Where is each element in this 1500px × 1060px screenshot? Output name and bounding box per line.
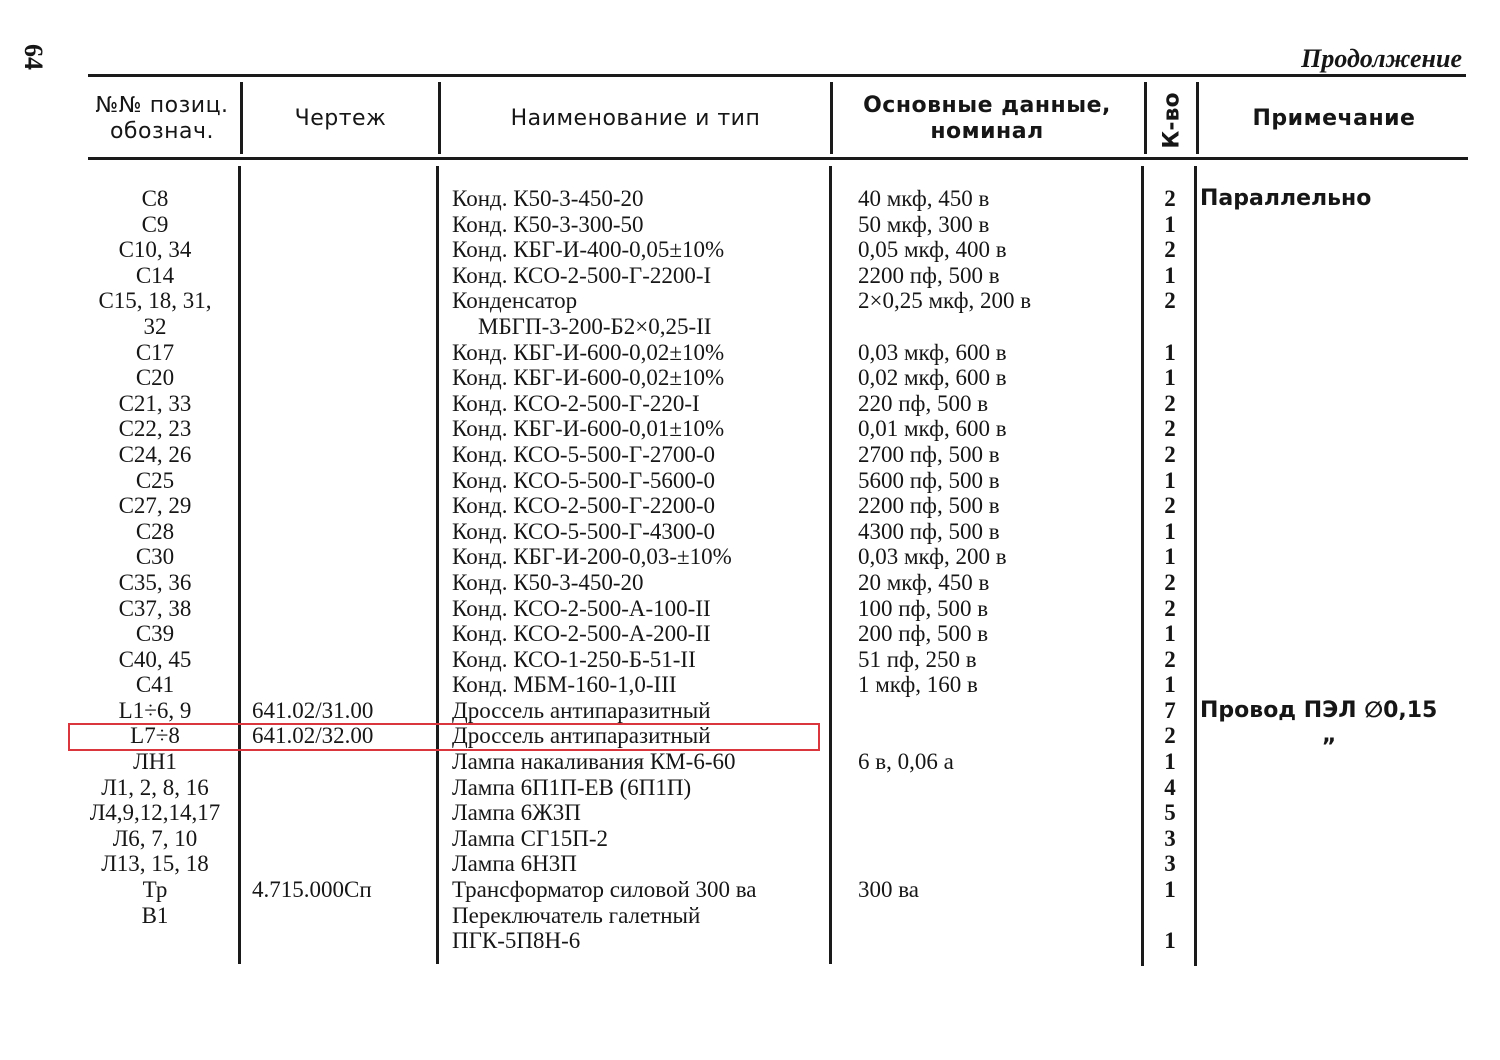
table-row — [0, 672, 1500, 698]
cell-position: C21, 33 — [118, 390, 192, 416]
cell-name: Конд. КСО-2-500-А-100-II — [452, 595, 711, 621]
cell-name: Конд. К50-3-450-20 — [452, 186, 644, 211]
cell-qty: 2 — [1164, 186, 1176, 211]
highlight-box — [68, 723, 820, 751]
table-row — [0, 365, 1500, 391]
cell-drawing: 641.02/31.00 — [252, 697, 374, 723]
table-row — [0, 237, 1500, 263]
cell-qty: 1 — [1164, 518, 1176, 544]
cell-qty: 1 — [1164, 544, 1176, 570]
cell-name: Конд. КБГ-И-600-0,01±10% — [452, 416, 725, 442]
cell-name: Конд. МБМ-160-1,0-III — [452, 672, 677, 698]
cell-data: 50 мкф, 300 в — [858, 211, 990, 237]
cell-name: МБГП-3-200-Б2×0,25-II — [478, 313, 712, 339]
cell-qty: 1 — [1164, 211, 1176, 237]
header-top-rule — [88, 74, 1466, 77]
cell-position: Л13, 15, 18 — [101, 851, 209, 877]
table-row — [0, 698, 1500, 724]
cell-name: Трансформатор силовой 300 ва — [452, 877, 757, 903]
header-drawing: Чертеж — [294, 106, 387, 131]
cell-data: 2700 пф, 500 в — [858, 441, 1000, 467]
cell-position: C14 — [135, 262, 175, 288]
cell-position: L1÷6, 9 — [118, 697, 192, 723]
cell-data: 0,01 мкф, 600 в — [858, 416, 1007, 442]
cell-position: C37, 38 — [118, 595, 192, 621]
table-row — [0, 340, 1500, 366]
cell-name: Конд. К50-3-300-50 — [452, 211, 644, 237]
cell-name: ПГК-5П8Н-6 — [452, 928, 581, 954]
cell-name: Конд. КСО-2-500-А-200-II — [452, 621, 711, 647]
cell-qty: 2 — [1164, 493, 1176, 519]
table-row — [0, 826, 1500, 852]
cell-position: C15, 18, 31, — [98, 288, 212, 314]
table-row — [0, 647, 1500, 673]
cell-name: Конд. КСО-5-500-Г-5600-0 — [452, 467, 716, 493]
cell-data: 0,02 мкф, 600 в — [858, 365, 1007, 391]
cell-name: Конд. КБГ-И-400-0,05±10% — [452, 237, 725, 263]
table-row — [0, 851, 1500, 877]
cell-data: 1 мкф, 160 в — [858, 672, 978, 698]
cell-position: C22, 23 — [118, 416, 192, 442]
cell-data: 40 мкф, 450 в — [858, 186, 990, 211]
header-pos: №№ позиц. обознач. — [95, 93, 229, 144]
cell-qty: 2 — [1164, 288, 1176, 314]
table-row — [0, 288, 1500, 314]
cell-position: Тр — [142, 877, 168, 903]
table-row — [0, 800, 1500, 826]
cell-name: Конд. К50-3-450-20 — [452, 569, 644, 595]
cell-data: 2×0,25 мкф, 200 в — [858, 288, 1032, 314]
cell-position: Л6, 7, 10 — [112, 825, 198, 851]
cell-data: 5600 пф, 500 в — [858, 467, 1000, 493]
table-body — [0, 186, 1500, 954]
cell-qty: 5 — [1164, 800, 1176, 826]
cell-position: C25 — [135, 467, 175, 493]
cell-position: Л1, 2, 8, 16 — [101, 774, 209, 800]
cell-drawing: 4.715.000Сп — [252, 877, 372, 903]
cell-qty: 1 — [1164, 365, 1176, 391]
cell-position: C10, 34 — [118, 237, 192, 263]
cell-position: C35, 36 — [118, 569, 192, 595]
cell-name: Конденсатор — [452, 288, 578, 314]
cell-qty: 1 — [1164, 339, 1176, 365]
cell-name: Лампа 6Н3П — [452, 851, 577, 877]
header-name: Наименование и тип — [510, 106, 761, 131]
cell-note: Параллельно — [1200, 186, 1372, 211]
table-row — [0, 596, 1500, 622]
header-note: Примечание — [1252, 106, 1416, 131]
table-row — [0, 775, 1500, 801]
cell-data: 6 в, 0,06 а — [858, 749, 954, 775]
table-row — [0, 391, 1500, 417]
cell-position: C41 — [135, 672, 175, 698]
cell-data: 0,03 мкф, 600 в — [858, 339, 1007, 365]
continuation-label: Продолжение — [1301, 44, 1462, 73]
cell-name: Дроссель антипаразитный — [452, 723, 711, 749]
cell-data: 300 ва — [858, 877, 920, 903]
cell-qty: 1 — [1164, 467, 1176, 493]
cell-name: Конд. КСО-5-500-Г-4300-0 — [452, 518, 716, 544]
cell-qty: 7 — [1164, 697, 1176, 723]
cell-qty: 2 — [1164, 595, 1176, 621]
cell-position: C28 — [135, 518, 175, 544]
cell-data: 20 мкф, 450 в — [858, 569, 990, 595]
cell-name: Дроссель антипаразитный — [452, 697, 711, 723]
table-row — [0, 212, 1500, 238]
cell-position: C8 — [141, 186, 169, 211]
column-divider — [830, 82, 833, 154]
cell-qty: 3 — [1164, 851, 1176, 877]
cell-data: 4300 пф, 500 в — [858, 518, 1000, 544]
cell-qty: 1 — [1164, 877, 1176, 903]
cell-position: C40, 45 — [118, 646, 192, 672]
cell-position: C30 — [135, 544, 175, 570]
table-row — [0, 928, 1500, 954]
cell-name: Лампа 6Ж3П — [452, 800, 581, 826]
cell-data: 51 пф, 250 в — [858, 646, 977, 672]
cell-qty: 2 — [1164, 723, 1176, 749]
column-divider — [1196, 82, 1199, 154]
cell-qty: 3 — [1164, 825, 1176, 851]
cell-position: C39 — [135, 621, 175, 647]
cell-name: Конд. КБГ-И-200-0,03-±10% — [452, 544, 732, 570]
cell-note: „ — [1322, 723, 1337, 749]
table-row — [0, 903, 1500, 929]
cell-position: L7÷8 — [130, 723, 180, 749]
table-row — [0, 621, 1500, 647]
cell-position: Л4,9,12,14,17 — [89, 800, 221, 826]
cell-qty: 1 — [1164, 749, 1176, 775]
table-row — [0, 416, 1500, 442]
header-qty-text: К-во — [1159, 91, 1185, 149]
cell-position: C24, 26 — [118, 441, 192, 467]
cell-qty: 1 — [1164, 262, 1176, 288]
table-row — [0, 263, 1500, 289]
table-row — [0, 877, 1500, 903]
table-row — [0, 570, 1500, 596]
cell-data: 100 пф, 500 в — [858, 595, 989, 621]
table-row — [0, 186, 1500, 212]
table-row — [0, 442, 1500, 468]
table-row — [0, 314, 1500, 340]
table-row — [0, 493, 1500, 519]
cell-position: C9 — [141, 211, 169, 237]
header-qty — [1150, 84, 1194, 156]
cell-data: 200 пф, 500 в — [858, 621, 989, 647]
cell-name: Конд. КСО-2-500-Г-2200-0 — [452, 493, 716, 519]
cell-name: Конд. КСО-2-500-Г-220-I — [452, 390, 700, 416]
page-number: 64 — [19, 44, 48, 70]
cell-position: ЛН1 — [133, 749, 177, 775]
cell-qty: 2 — [1164, 569, 1176, 595]
cell-name: Переключатель галетный — [452, 902, 701, 928]
table-row — [0, 544, 1500, 570]
cell-name: Лампа СГ15П-2 — [452, 825, 609, 851]
cell-position: 32 — [143, 313, 167, 339]
table-row — [0, 468, 1500, 494]
cell-name: Конд. КСО-1-250-Б-51-II — [452, 646, 696, 672]
table-row — [0, 519, 1500, 545]
cell-qty: 2 — [1164, 646, 1176, 672]
cell-name: Конд. КБГ-И-600-0,02±10% — [452, 365, 725, 391]
cell-name: Конд. КСО-2-500-Г-2200-I — [452, 262, 712, 288]
cell-qty: 2 — [1164, 441, 1176, 467]
cell-qty: 1 — [1164, 928, 1176, 954]
cell-qty: 2 — [1164, 237, 1176, 263]
cell-qty: 1 — [1164, 621, 1176, 647]
cell-qty: 4 — [1164, 774, 1176, 800]
cell-name: Лампа накаливания КМ-6-60 — [452, 749, 736, 775]
cell-position: C20 — [135, 365, 175, 391]
cell-qty: 1 — [1164, 672, 1176, 698]
cell-name: Конд. КБГ-И-600-0,02±10% — [452, 339, 725, 365]
cell-data: 2200 пф, 500 в — [858, 493, 1000, 519]
header-data: Основные данные, номинал — [863, 93, 1111, 144]
cell-note: Провод ПЭЛ ∅0,15 — [1200, 697, 1438, 723]
column-divider — [1144, 82, 1147, 154]
cell-data: 0,05 мкф, 400 в — [858, 237, 1007, 263]
cell-qty: 2 — [1164, 416, 1176, 442]
cell-name: Лампа 6П1П-ЕВ (6П1П) — [452, 774, 692, 800]
cell-position: C27, 29 — [118, 493, 192, 519]
cell-data: 2200 пф, 500 в — [858, 262, 1000, 288]
cell-name: Конд. КСО-5-500-Г-2700-0 — [452, 441, 716, 467]
table-row — [0, 749, 1500, 775]
cell-qty: 2 — [1164, 390, 1176, 416]
cell-position: C17 — [135, 339, 175, 365]
cell-position: B1 — [141, 902, 169, 928]
cell-data: 220 пф, 500 в — [858, 390, 989, 416]
cell-drawing: 641.02/32.00 — [252, 723, 374, 749]
cell-data: 0,03 мкф, 200 в — [858, 544, 1007, 570]
